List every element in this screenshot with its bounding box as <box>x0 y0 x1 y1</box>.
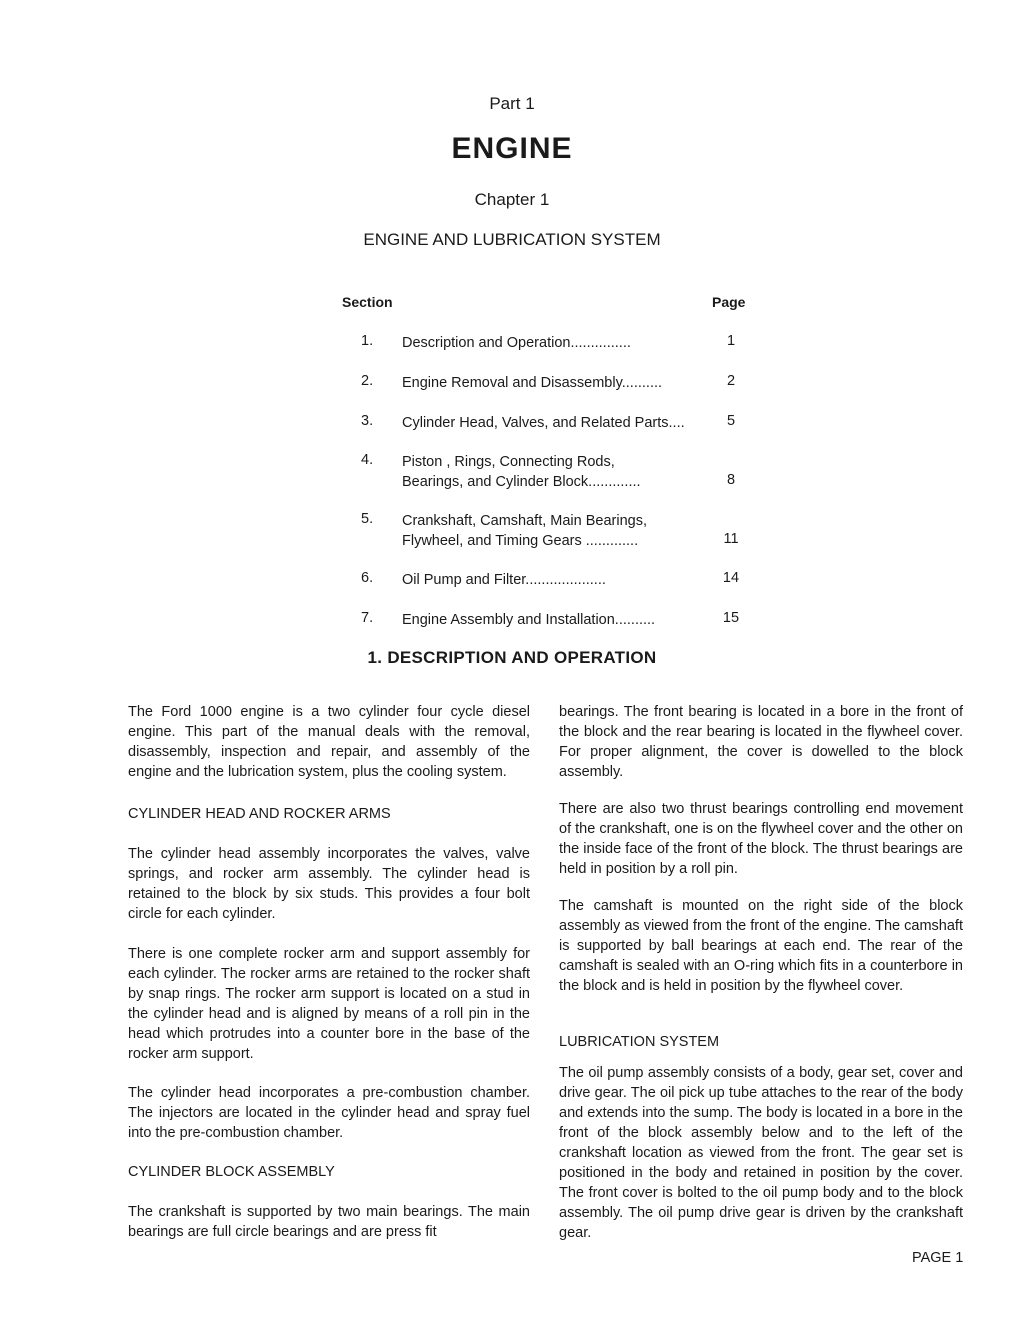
toc-entry-number: 6. <box>361 570 374 586</box>
cylinder-block-paragraph: The crankshaft is supported by two main bearings. The main bearings are full circle bearings and are press fit <box>128 1204 530 1240</box>
combustion-chamber-paragraph: The cylinder head incorporates a pre-combustion chamber. The injectors are located in the cylinder head and spray fuel into the pre-combustion chamber. <box>128 1085 530 1141</box>
intro-paragraph: The Ford 1000 engine is a two cylinder four cycle diesel engine. This part of the manual deals with the removal, disassembly, inspection and repair, and assembly of the engine and the lubrication system, plus the cooling system. <box>128 704 530 780</box>
section-heading: 1. DESCRIPTION AND OPERATION <box>367 648 657 667</box>
toc-entry <box>0 511 1024 551</box>
toc-entry-number: 7. <box>361 610 374 626</box>
part-label: Part 1 <box>489 94 535 113</box>
toc-entry-number: 4. <box>361 452 374 468</box>
toc-entry-page: 8 <box>726 472 736 488</box>
toc-entry-title: Piston , Rings, Connecting Rods, Bearings, and Cylinder Block............. <box>402 454 641 490</box>
lubrication-heading: LUBRICATION SYSTEM <box>559 1034 720 1050</box>
toc-entry-page: 1 <box>726 333 736 349</box>
chapter-label: Chapter 1 <box>474 190 550 209</box>
thrust-bearings-paragraph: There are also two thrust bearings controlling end movement of the crankshaft, one is on the flywheel cover and the other on the inside face of the front of the block. The thrust bearings are held in position by a roll pin. <box>559 801 963 877</box>
toc-page-header: Page <box>712 294 746 310</box>
toc-section-header: Section <box>342 294 393 310</box>
toc-entry <box>0 333 1024 353</box>
toc-entry <box>0 452 1024 492</box>
toc-entry-number: 1. <box>361 333 374 349</box>
toc-entry-number: 5. <box>361 511 374 527</box>
page-number: PAGE 1 <box>912 1250 964 1266</box>
page-title: ENGINE <box>451 132 573 165</box>
toc-entry-page: 11 <box>723 531 739 547</box>
toc-entry <box>0 413 1024 433</box>
toc-entry-page: 15 <box>722 610 740 626</box>
bearings-paragraph: bearings. The front bearing is located in a bore in the front of the block and the rear bearing is located in the flywheel cover. For proper alignment, the cover is dowelled to the block assembly. <box>559 704 963 780</box>
camshaft-paragraph: The camshaft is mounted on the right side of the block assembly as viewed from the front of the engine. The camshaft is supported by ball bearings at each end. The rear of the camshaft is sealed with an O-ring which fits in a counterbore in the block and is held in position by the flywheel cover. <box>559 898 963 994</box>
toc-entry-title: Crankshaft, Camshaft, Main Bearings, Flywheel, and Timing Gears ............. <box>402 513 647 549</box>
toc-entry <box>0 570 1024 590</box>
toc-entry-page: 14 <box>722 570 740 586</box>
rocker-arm-paragraph: There is one complete rocker arm and support assembly for each cylinder. The rocker arms are retained to the rocker shaft by snap rings. The rocker arm support is located on a stud in the cylinder head and is aligned by means of a roll pin in the head which protrudes into a counter bore in the base of the rocker arm support. <box>128 946 530 1062</box>
toc-entry-title: Cylinder Head, Valves, and Related Parts.... <box>402 415 685 431</box>
chapter-title: ENGINE AND LUBRICATION SYSTEM <box>363 230 661 249</box>
cylinder-head-paragraph: The cylinder head assembly incorporates the valves, valve springs, and rocker arm assembly. The cylinder head is retained to the block by six studs. This provides a four bolt circle for each cylinder. <box>128 846 530 922</box>
toc-entry-title: Description and Operation............... <box>402 335 631 351</box>
toc-entry-number: 3. <box>361 413 374 429</box>
toc-entry-title: Oil Pump and Filter.................... <box>402 572 606 588</box>
cylinder-block-heading: CYLINDER BLOCK ASSEMBLY <box>128 1164 335 1180</box>
toc-entry-number: 2. <box>361 373 374 389</box>
toc-entry <box>0 373 1024 393</box>
toc-entry <box>0 610 1024 630</box>
toc-entry-title: Engine Removal and Disassembly.......... <box>402 375 663 391</box>
cylinder-head-heading: CYLINDER HEAD AND ROCKER ARMS <box>128 806 391 822</box>
toc-entry-title: Engine Assembly and Installation.......... <box>402 612 656 628</box>
toc-entry-page: 5 <box>726 413 736 429</box>
toc-entry-page: 2 <box>726 373 736 389</box>
lubrication-paragraph: The oil pump assembly consists of a body, gear set, cover and drive gear. The oil pick up tube attaches to the rear of the body and extends into the sump. The body is located in a bore in the front of the block assembly below and to the left of the crankshaft location as viewed from the front. The gear set is positioned in the body and retained in position by the cover. The front cover is bolted to the oil pump body and to the block assembly. The oil pump drive gear is driven by the crankshaft gear. <box>559 1065 963 1241</box>
